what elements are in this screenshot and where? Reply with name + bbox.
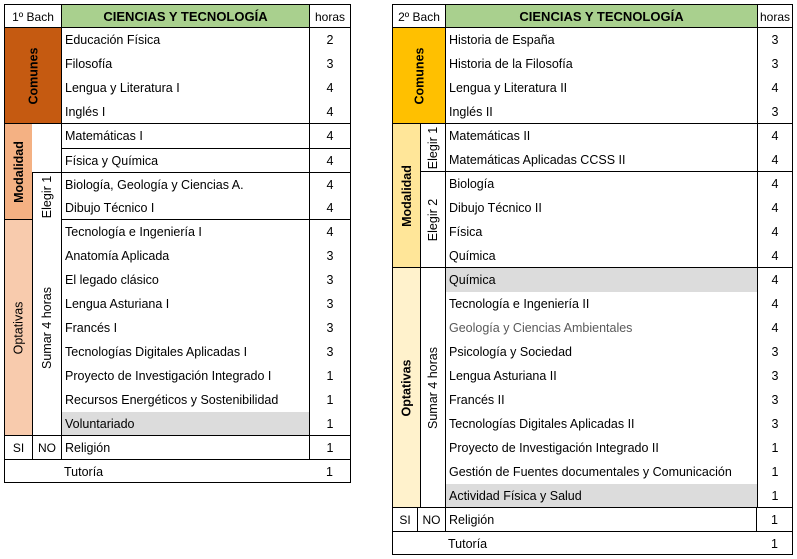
subject-cell: Anatomía Aplicada <box>61 244 309 268</box>
subject-cell: Tutoría <box>445 532 757 555</box>
subject-cell: Geología y Ciencias Ambientales <box>445 316 757 340</box>
hours-cell: 4 <box>757 124 793 148</box>
table-title: CIENCIAS Y TECNOLOGÍA <box>61 4 309 28</box>
hours-cell: 4 <box>757 316 793 340</box>
subject-cell: Tecnologías Digitales Aplicadas I <box>61 340 309 364</box>
hours-cell: 3 <box>309 244 351 268</box>
subject-cell: Proyecto de Investigación Integrado I <box>61 364 309 388</box>
tutoria-blank <box>4 460 61 483</box>
hours-cell: 4 <box>309 124 351 148</box>
subject-cell: El legado clásico <box>61 268 309 292</box>
subject-cell: Historia de la Filosofía <box>445 52 757 76</box>
group-modalidad-label: Modalidad <box>399 164 414 227</box>
group-elegir1 <box>32 172 61 220</box>
subject-cell: Francés I <box>61 316 309 340</box>
subject-cell: Actividad Física y Salud <box>445 484 757 508</box>
hours-cell: 4 <box>309 76 351 100</box>
hours-cell: 3 <box>757 388 793 412</box>
hours-cell: 4 <box>757 76 793 100</box>
subject-cell: Historia de España <box>445 28 757 52</box>
subject-cell: Dibujo Técnico I <box>61 196 309 220</box>
subject-cell: Filosofía <box>61 52 309 76</box>
hours-cell: 4 <box>757 172 793 196</box>
subject-cell: Lengua Asturiana I <box>61 292 309 316</box>
subject-cell: Tecnologías Digitales Aplicadas II <box>445 412 757 436</box>
subject-cell: Gestión de Fuentes documentales y Comunicación <box>445 460 757 484</box>
group-comunes <box>4 28 61 124</box>
hours-cell: 4 <box>309 196 351 220</box>
hours-cell: 3 <box>309 52 351 76</box>
group-optativas <box>392 268 420 508</box>
hours-cell: 3 <box>757 412 793 436</box>
table-title: CIENCIAS Y TECNOLOGÍA <box>445 4 757 28</box>
group-elegir1-label: Elegir 1 <box>40 175 55 218</box>
hours-cell: 1 <box>309 388 351 412</box>
subject-cell: Biología <box>445 172 757 196</box>
subject-cell: Matemáticas II <box>445 124 757 148</box>
group-sumar <box>32 220 61 436</box>
hours-cell: 4 <box>757 196 793 220</box>
right-table <box>392 4 793 555</box>
group-optativas-label: Optativas <box>11 301 26 354</box>
hours-cell: 2 <box>309 28 351 52</box>
left-table <box>4 4 351 483</box>
group-sumar-label: Sumar 4 horas <box>40 286 55 369</box>
si-label: SI <box>392 508 417 532</box>
hours-cell: 4 <box>309 220 351 244</box>
tutoria-blank <box>392 532 445 555</box>
group-sumar-label: Sumar 4 horas <box>426 346 441 429</box>
subject-cell: Lengua y Literatura II <box>445 76 757 100</box>
course-label: 2º Bach <box>392 4 445 28</box>
subject-cell: Inglés II <box>445 100 757 124</box>
hours-cell: 3 <box>757 364 793 388</box>
hours-cell: 3 <box>309 340 351 364</box>
subject-cell: Matemáticas I <box>61 124 309 148</box>
hours-cell: 4 <box>757 292 793 316</box>
subject-cell: Tecnología e Ingeniería II <box>445 292 757 316</box>
subject-cell: Lengua Asturiana II <box>445 364 757 388</box>
subject-cell: Tecnología e Ingeniería I <box>61 220 309 244</box>
si-label: SI <box>4 436 32 460</box>
hours-cell: 4 <box>309 148 351 172</box>
group-sumar <box>420 268 445 508</box>
hours-cell: 1 <box>309 364 351 388</box>
course-label: 1º Bach <box>4 4 61 28</box>
hours-cell: 3 <box>757 52 793 76</box>
hours-cell: 4 <box>757 148 793 172</box>
group-comunes <box>392 28 445 124</box>
subject-cell: Recursos Energéticos y Sostenibilidad <box>61 388 309 412</box>
subject-cell: Biología, Geología y Ciencias A. <box>61 172 309 196</box>
subject-cell: Inglés I <box>61 100 309 124</box>
group-optativas-label: Optativas <box>399 359 414 416</box>
hours-cell: 3 <box>757 28 793 52</box>
subject-cell: Dibujo Técnico II <box>445 196 757 220</box>
subject-cell: Química <box>445 268 757 292</box>
hours-cell: 4 <box>309 100 351 124</box>
group-modalidad <box>4 124 32 220</box>
subject-cell: Matemáticas Aplicadas CCSS II <box>445 148 757 172</box>
subject-cell: Educación Física <box>61 28 309 52</box>
hours-header: horas <box>757 4 793 28</box>
hours-header: horas <box>309 4 351 28</box>
hours-cell: 3 <box>309 316 351 340</box>
subject-cell: Religión <box>445 508 757 532</box>
hours-cell: 3 <box>309 292 351 316</box>
group-comunes-label: Comunes <box>26 47 41 104</box>
hours-cell: 3 <box>309 268 351 292</box>
subject-cell: Proyecto de Investigación Integrado II <box>445 436 757 460</box>
group-comunes-label: Comunes <box>412 47 427 104</box>
hours-cell: 1 <box>757 532 793 555</box>
subject-cell: Psicología y Sociedad <box>445 340 757 364</box>
hours-cell: 1 <box>757 436 793 460</box>
hours-cell: 3 <box>757 100 793 124</box>
group-modalidad-label: Modalidad <box>11 140 26 203</box>
hours-cell: 1 <box>309 460 351 483</box>
hours-cell: 1 <box>757 460 793 484</box>
subject-cell: Voluntariado <box>61 412 309 436</box>
subject-cell: Francés II <box>445 388 757 412</box>
no-label: NO <box>32 436 61 460</box>
hours-cell: 1 <box>309 436 351 460</box>
group-elegir2 <box>420 172 445 268</box>
group-elegir1-label: Elegir 1 <box>426 126 441 169</box>
group-elegir2-label: Elegir 2 <box>426 198 441 241</box>
group-elegir1 <box>420 124 445 172</box>
hours-cell: 1 <box>757 484 793 508</box>
hours-cell: 4 <box>757 220 793 244</box>
hours-cell: 1 <box>309 412 351 436</box>
hours-cell: 4 <box>757 268 793 292</box>
subject-cell: Química <box>445 244 757 268</box>
subject-cell: Física <box>445 220 757 244</box>
hours-cell: 4 <box>757 244 793 268</box>
subject-cell: Tutoría <box>61 460 309 483</box>
hours-cell: 1 <box>757 508 793 532</box>
hours-cell: 4 <box>309 172 351 196</box>
group-optativas <box>4 220 32 436</box>
hours-cell: 3 <box>757 340 793 364</box>
subject-cell: Religión <box>61 436 309 460</box>
subject-cell: Lengua y Literatura I <box>61 76 309 100</box>
subject-cell: Física y Química <box>61 148 309 172</box>
no-label: NO <box>417 508 445 532</box>
group-modalidad <box>392 124 420 268</box>
